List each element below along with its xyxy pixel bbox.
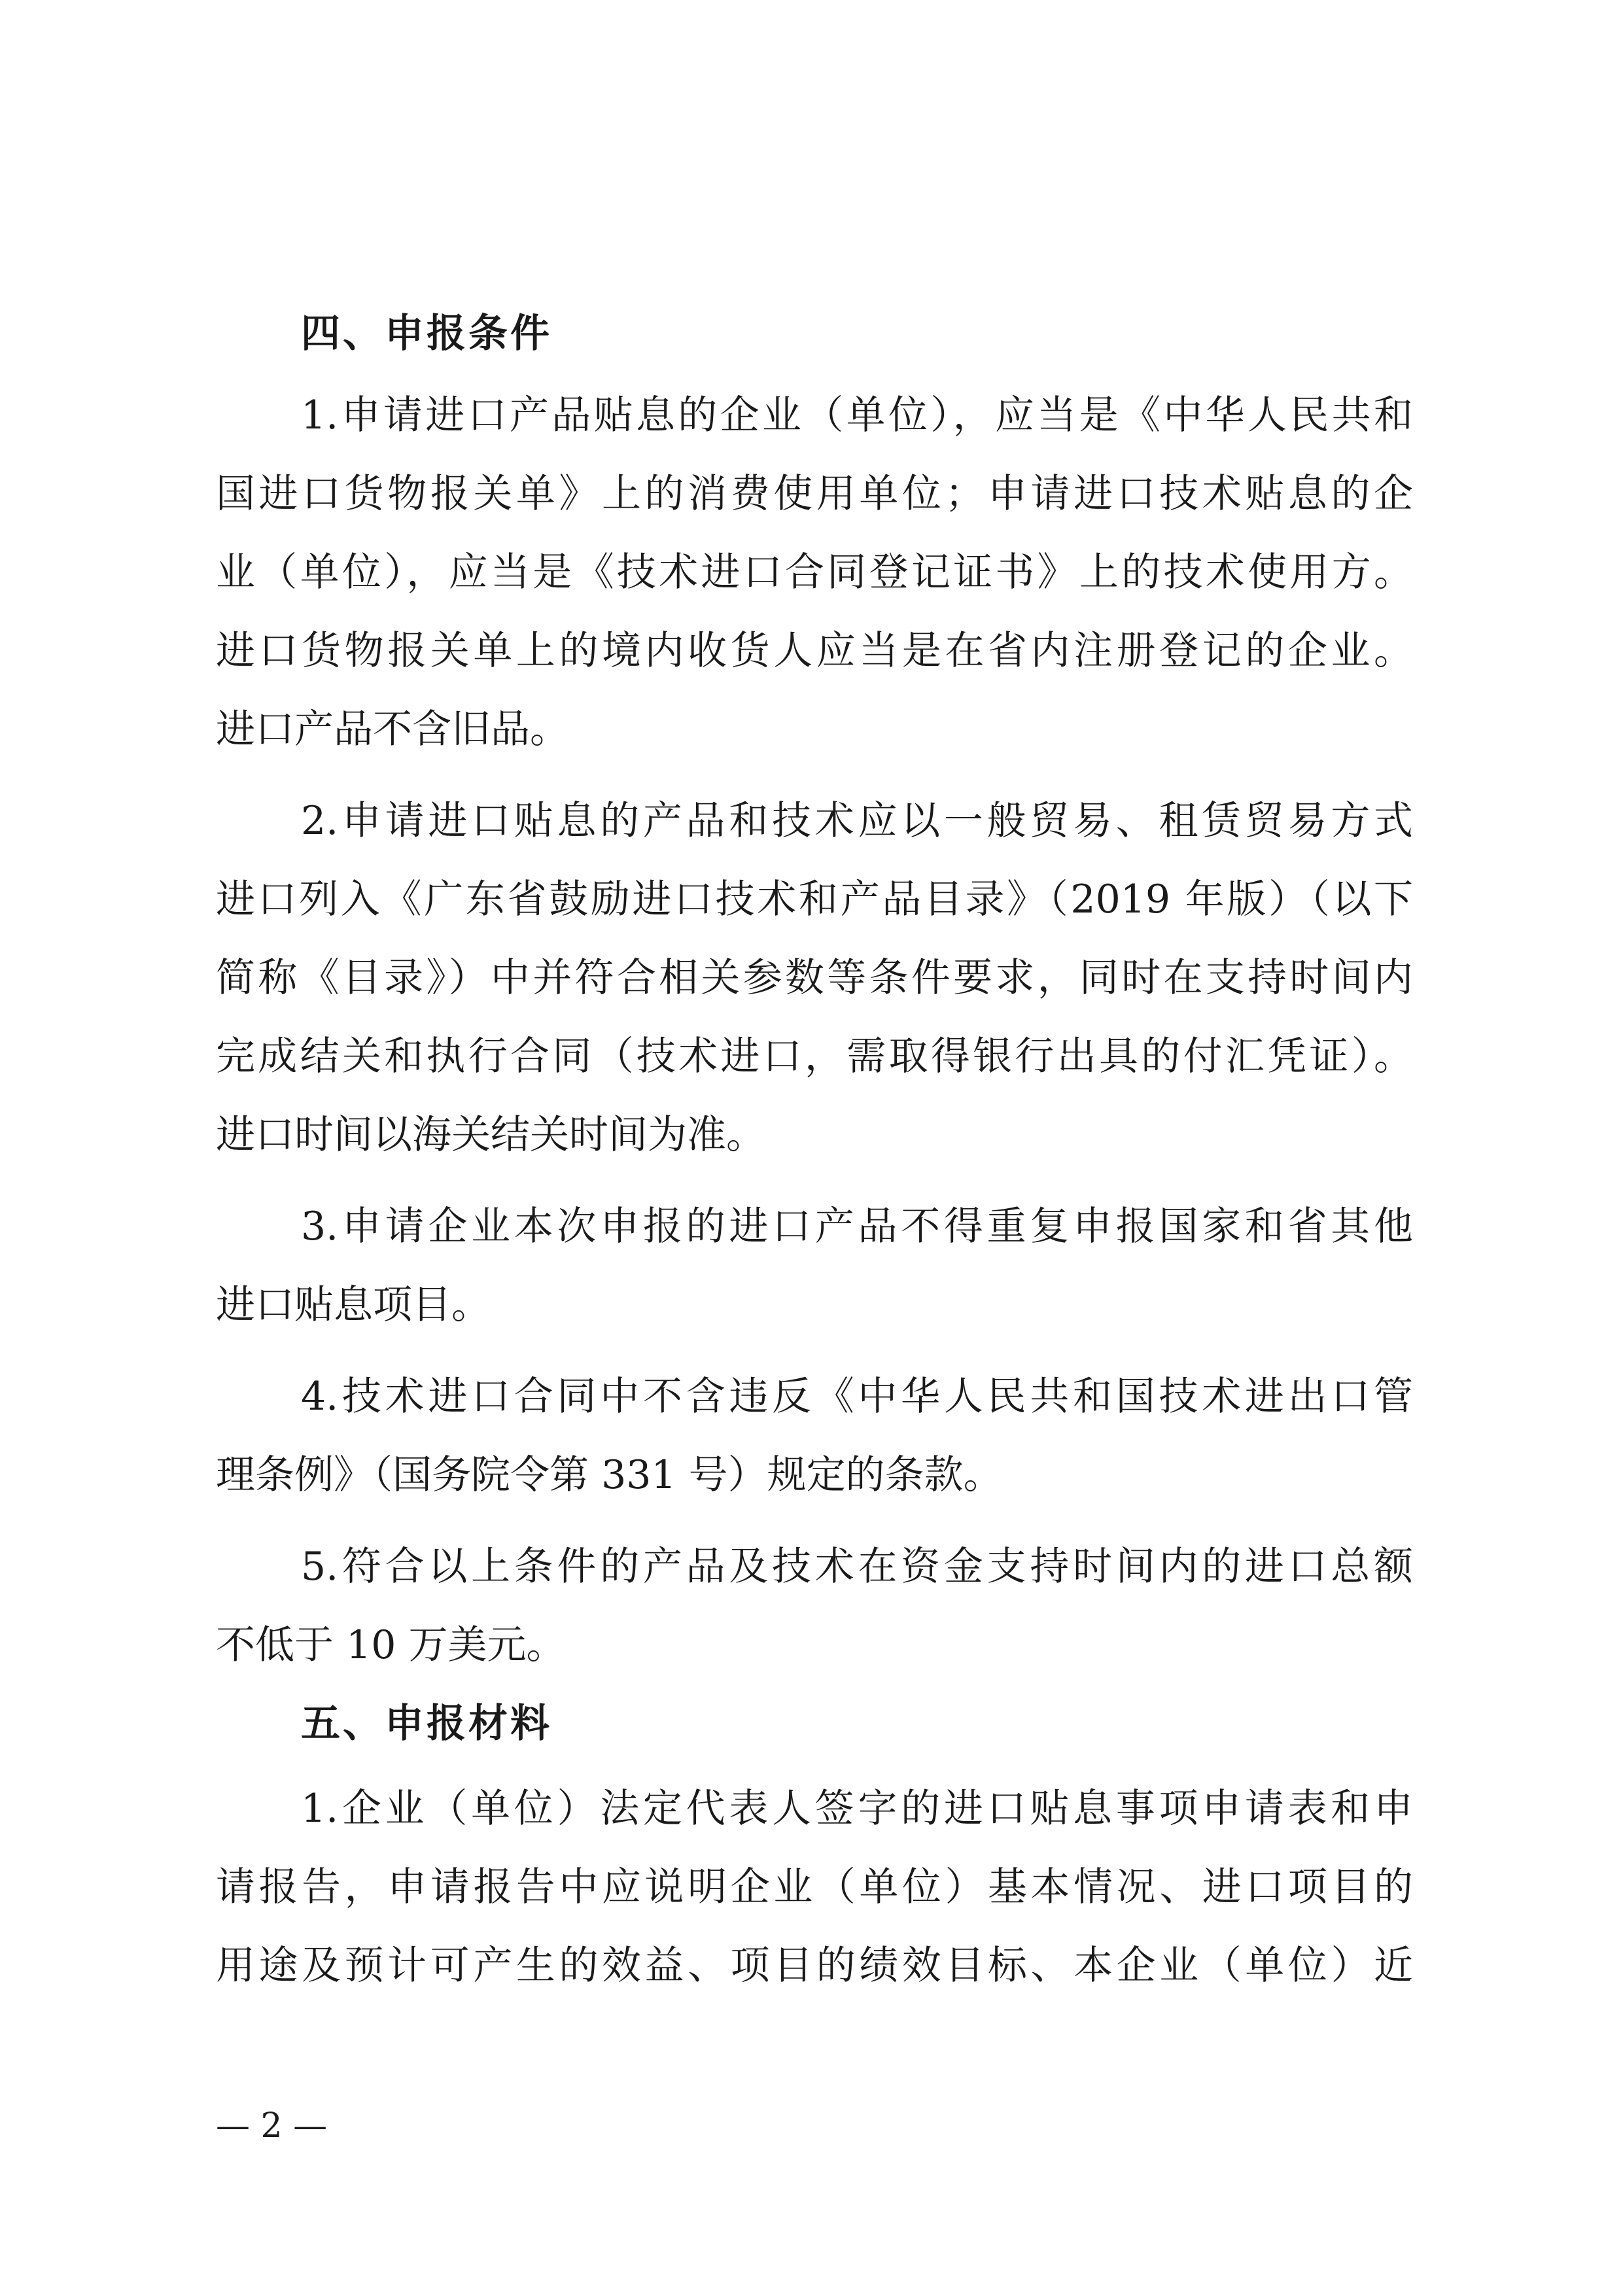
paragraph-line: 进口贴息项目。 <box>216 1282 491 1328</box>
paragraph-line: 进口列入《广东省鼓励进口技术和产品目录》（2019 年版）（以下 <box>216 877 1413 922</box>
paragraph-line: 4.技术进口合同中不含违反《中华人民共和国技术进出口管 <box>301 1374 1413 1419</box>
paragraph-line: 业（单位），应当是《技术进口合同登记证书》上的技术使用方。 <box>216 549 1413 595</box>
paragraph-line: 简称《目录》）中并符合相关参数等条件要求，同时在支持时间内 <box>216 955 1413 1001</box>
section-heading-application-conditions: 四、申报条件 <box>301 311 552 357</box>
paragraph-line: 3.申请企业本次申报的进口产品不得重复申报国家和省其他 <box>301 1204 1413 1249</box>
paragraph-line: 1.申请进口产品贴息的企业（单位），应当是《中华人民共和 <box>301 392 1413 438</box>
paragraph-line: 进口货物报关单上的境内收货人应当是在省内注册登记的企业。 <box>216 628 1413 674</box>
paragraph-line: 5.符合以上条件的产品及技术在资金支持时间内的进口总额 <box>301 1544 1413 1590</box>
paragraph-line: 理条例》（国务院令第 331 号）规定的条款。 <box>216 1452 1003 1498</box>
paragraph-line: 2.申请进口贴息的产品和技术应以一般贸易、租赁贸易方式 <box>301 798 1413 844</box>
page-number: — 2 — <box>216 2106 328 2146</box>
section-heading-application-materials: 五、申报材料 <box>301 1701 552 1747</box>
paragraph-line: 完成结关和执行合同（技术进口，需取得银行出具的付汇凭证）。 <box>216 1034 1413 1079</box>
paragraph-line: 进口产品不含旧品。 <box>216 706 569 752</box>
paragraph-line: 用途及预计可产生的效益、项目的绩效目标、本企业（单位）近 <box>216 1943 1413 1989</box>
paragraph-line: 1.企业（单位）法定代表人签字的进口贴息事项申请表和申 <box>301 1786 1413 1832</box>
paragraph-line: 不低于 10 万美元。 <box>216 1622 566 1668</box>
paragraph-line: 请报告，申请报告中应说明企业（单位）基本情况、进口项目的 <box>216 1864 1413 1910</box>
paragraph-line: 国进口货物报关单》上的消费使用单位；申请进口技术贴息的企 <box>216 471 1413 517</box>
paragraph-line: 进口时间以海关结关时间为准。 <box>216 1112 765 1158</box>
